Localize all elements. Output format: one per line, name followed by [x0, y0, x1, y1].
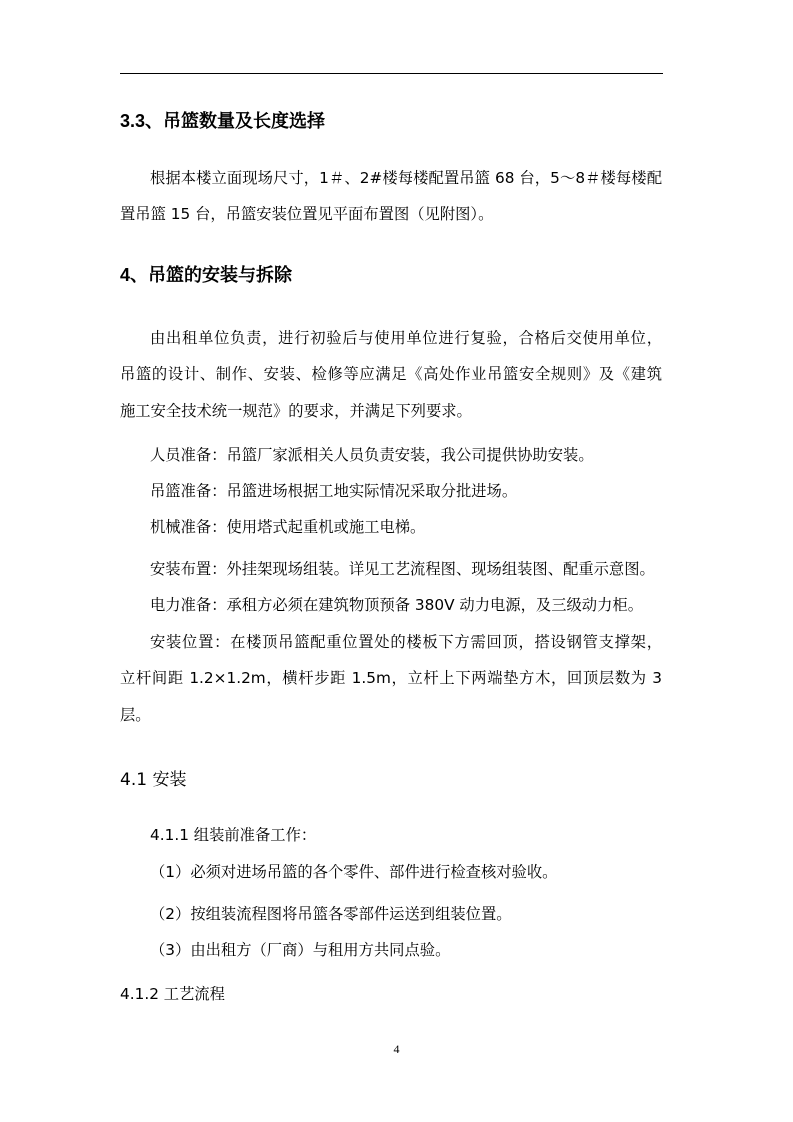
paragraph-line: 施工安全技术统一规范》的要求，并满足下列要求。 [120, 402, 472, 420]
step-item: （1）必须对进场吊篮的各个零件、部件进行检查核对验收。 [150, 863, 558, 881]
layout-prep: 安装布置：外挂架现场组装。详见工艺流程图、现场组装图、配重示意图。 [150, 560, 655, 578]
paragraph-line: 立杆间距 1.2×1.2m，横杆步距 1.5m，立杆上下两端垫方木，回顶层数为 3 [120, 669, 662, 687]
header-rule [120, 73, 663, 74]
paragraph-line: 根据本楼立面现场尺寸，1＃、2#楼每楼配置吊篮 68 台，5～8＃楼每楼配 [150, 169, 662, 187]
power-prep: 电力准备：承租方必须在建筑物顶预备 380V 动力电源，及三级动力柜。 [150, 596, 643, 614]
paragraph-line: 安装位置：在楼顶吊篮配重位置处的楼板下方需回顶，搭设钢管支撑架， [150, 633, 662, 651]
subheading-4-1-1: 4.1.1 组装前准备工作： [150, 826, 317, 844]
paragraph-line: 层。 [120, 706, 151, 724]
subheading-4-1-2: 4.1.2 工艺流程 [120, 985, 225, 1003]
paragraph-line: 由出租单位负责，进行初验后与使用单位进行复验，合格后交使用单位， [150, 329, 662, 347]
paragraph-line: 吊篮的设计、制作、安装、检修等应满足《高处作业吊篮安全规则》及《建筑 [120, 365, 662, 383]
paragraph-line: 置吊篮 15 台，吊篮安装位置见平面布置图（见附图）。 [120, 205, 494, 223]
personnel-prep: 人员准备：吊篮厂家派相关人员负责安装，我公司提供协助安装。 [150, 446, 594, 464]
section-heading-4-1: 4.1 安装 [120, 770, 187, 790]
section-heading-3-3: 3.3、吊篮数量及长度选择 [120, 111, 326, 131]
machine-prep: 机械准备：使用塔式起重机或施工电梯。 [150, 518, 426, 536]
section-heading-4: 4、吊篮的安装与拆除 [120, 265, 293, 285]
step-item: （3）由出租方（厂商）与租用方共同点验。 [150, 941, 451, 959]
page-number: 4 [393, 1042, 400, 1056]
basket-prep: 吊篮准备：吊篮进场根据工地实际情况采取分批进场。 [150, 482, 518, 500]
step-item: （2）按组装流程图将吊篮各零部件运送到组装位置。 [150, 905, 512, 923]
